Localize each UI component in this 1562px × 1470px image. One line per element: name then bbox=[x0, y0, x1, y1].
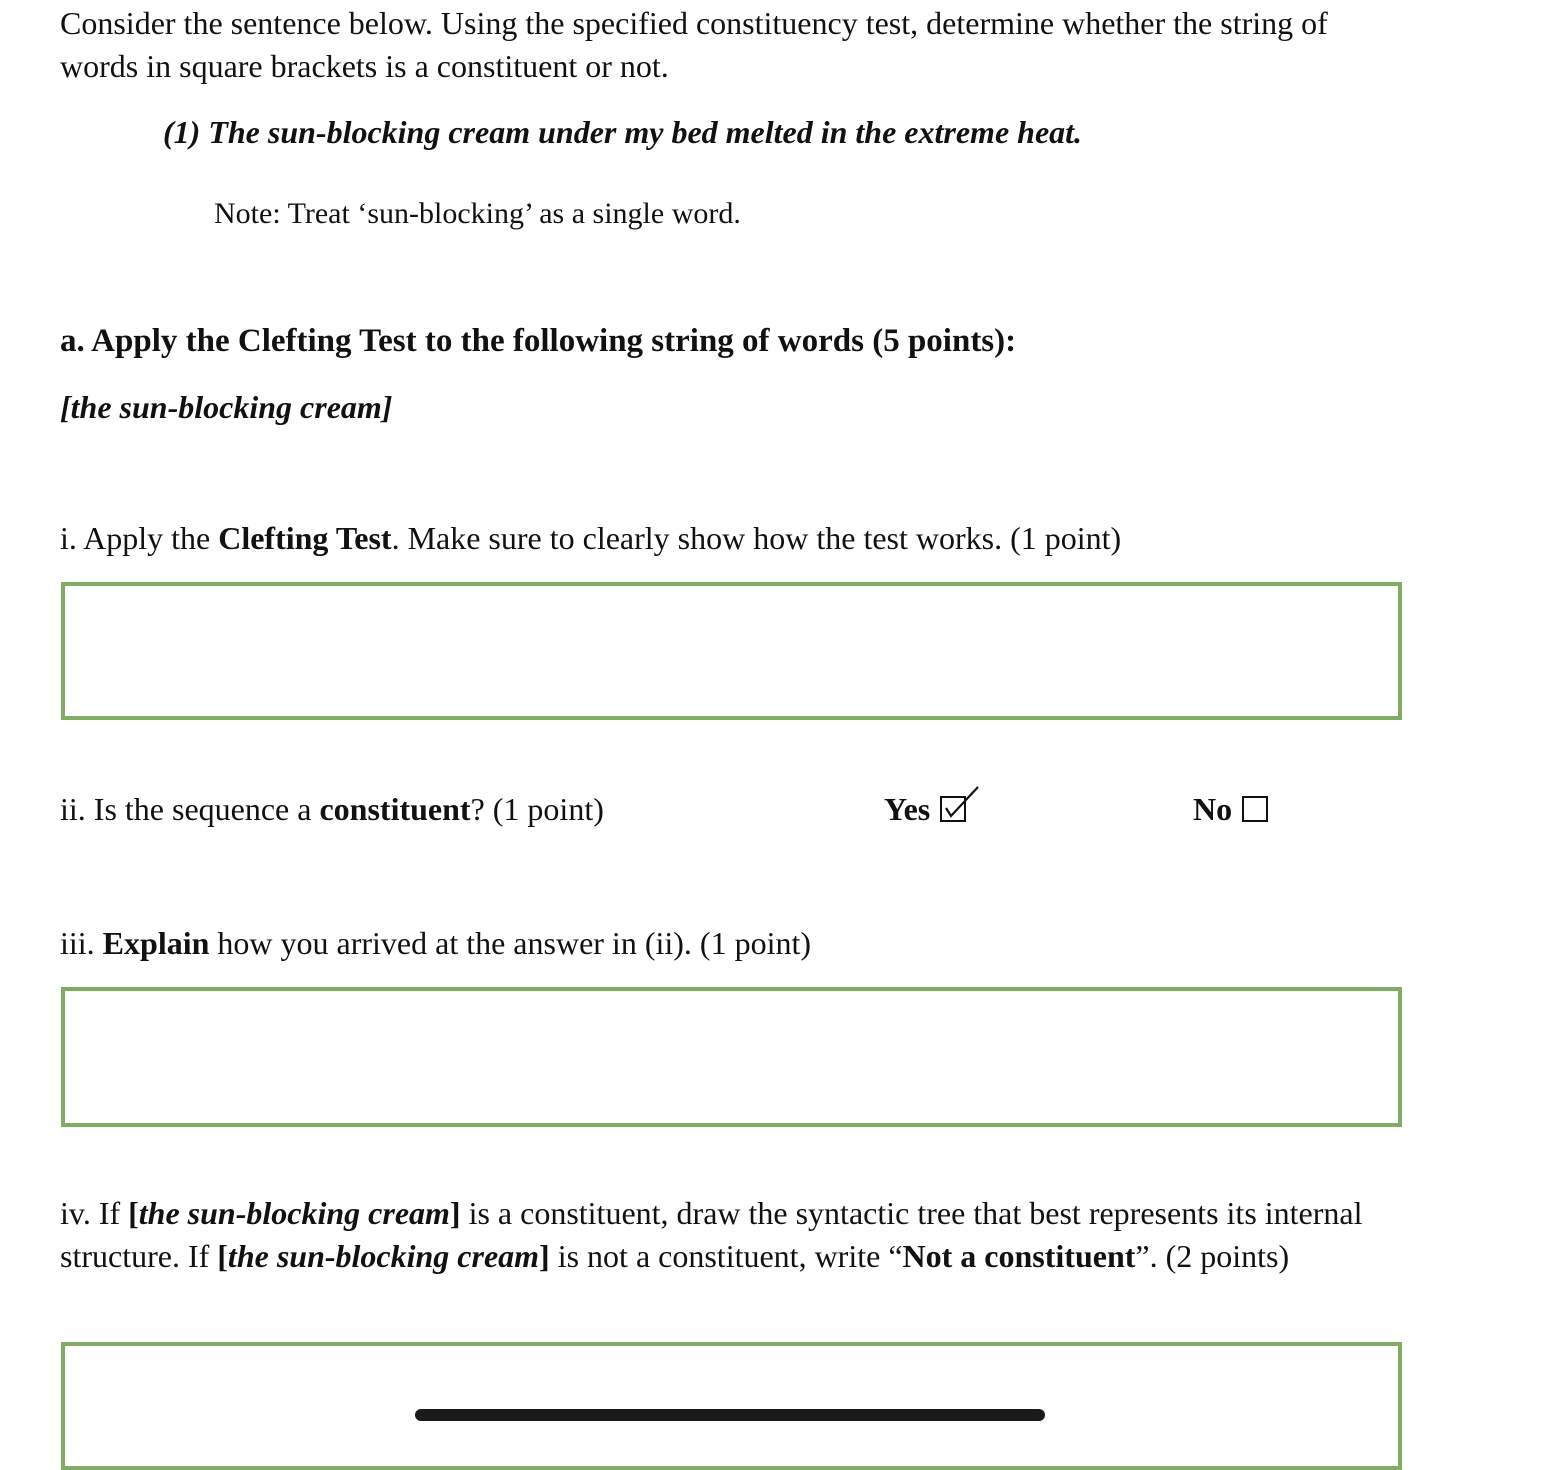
answer-box-iv[interactable] bbox=[61, 1342, 1402, 1470]
yes-option[interactable] bbox=[884, 788, 966, 831]
question-i-suffix: . Make sure to clearly show how the test works. (1 point) bbox=[391, 520, 1122, 556]
no-label: No bbox=[1193, 791, 1233, 827]
note-text: Note: Treat ‘sun-blocking’ as a single word. bbox=[214, 197, 741, 230]
part-a-heading: a. Apply the Clefting Test to the following string of words (5 points): bbox=[60, 323, 1017, 359]
question-ii-suffix: ? (1 point) bbox=[470, 791, 604, 827]
target-phrase-2: the sun-blocking cream bbox=[227, 1238, 540, 1274]
no-option[interactable] bbox=[1193, 788, 1268, 831]
question-iii bbox=[60, 922, 811, 965]
intro-text: Consider the sentence below. Using the specified constituency test, determine whether the string of words in square brackets is a constituent or not. bbox=[60, 5, 1328, 84]
no-checkbox[interactable] bbox=[1242, 796, 1268, 822]
question-iv-part-3: is not a constituent, write “ bbox=[549, 1238, 903, 1274]
not-a-constituent-phrase: Not a constituent bbox=[902, 1238, 1136, 1274]
home-indicator[interactable] bbox=[415, 1409, 1045, 1421]
question-i bbox=[60, 517, 1121, 560]
question-iv-part-1: iv. If bbox=[60, 1195, 129, 1231]
checkmark-icon bbox=[940, 786, 980, 826]
question-iii-prefix: iii. bbox=[60, 925, 103, 961]
example-sentence: (1) The sun-blocking cream under my bed melted in the extreme heat. bbox=[163, 114, 1083, 150]
question-iv bbox=[60, 1192, 1405, 1278]
question-iv-part-2: is a constituent, draw the syntactic tree that best represents its internal structure. If bbox=[60, 1195, 1363, 1274]
yes-label: Yes bbox=[884, 791, 931, 827]
question-i-bold: Clefting Test bbox=[218, 520, 392, 556]
question-iv-part-4: ”. (2 points) bbox=[1135, 1238, 1290, 1274]
question-ii-prefix: ii. Is the sequence a bbox=[60, 791, 320, 827]
answer-box-iii[interactable] bbox=[61, 987, 1402, 1127]
bracket-open-2: [ bbox=[217, 1238, 228, 1274]
bracket-close-1: ] bbox=[449, 1195, 461, 1231]
answer-box-i[interactable] bbox=[61, 582, 1402, 720]
question-iii-suffix: how you arrived at the answer in (ii). (1 point) bbox=[209, 925, 811, 961]
bracket-close-2: ] bbox=[539, 1238, 550, 1274]
bracket-open-1: [ bbox=[128, 1195, 139, 1231]
yes-checkbox[interactable] bbox=[940, 796, 966, 822]
question-ii-bold: constituent bbox=[319, 791, 471, 827]
question-iii-bold: Explain bbox=[102, 925, 210, 961]
question-ii bbox=[60, 788, 604, 831]
target-phrase-1: the sun-blocking cream bbox=[138, 1195, 450, 1231]
target-string: [the sun-blocking cream] bbox=[60, 389, 393, 425]
question-i-prefix: i. Apply the bbox=[60, 520, 219, 556]
